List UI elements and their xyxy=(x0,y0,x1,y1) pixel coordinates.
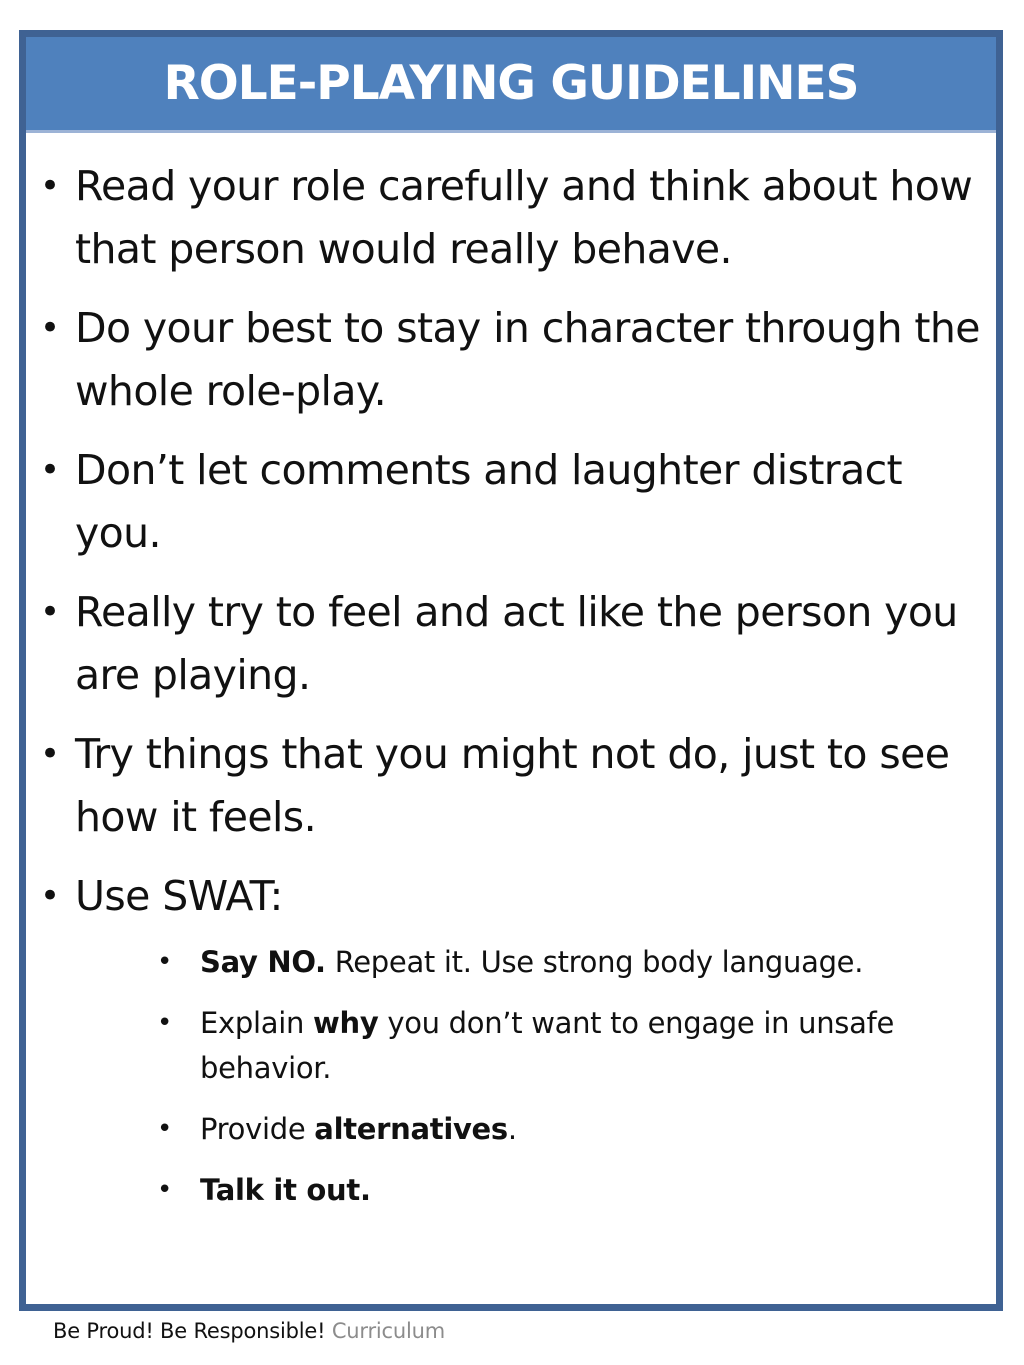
guideline-item-swat xyxy=(26,865,996,1213)
swat-text: Explain xyxy=(200,1006,313,1040)
bullet-icon: • xyxy=(40,166,60,206)
swat-bold-text: alternatives xyxy=(314,1112,508,1146)
guideline-item xyxy=(26,155,996,281)
bullet-icon: • xyxy=(40,308,60,348)
guideline-text: Really try to feel and act like the person you are playing. xyxy=(75,588,958,699)
sub-bullet-icon: • xyxy=(157,1114,173,1144)
slide-content xyxy=(26,155,996,1229)
sub-bullet-icon: • xyxy=(157,1008,173,1038)
guideline-text: Don’t let comments and laughter distract you. xyxy=(75,446,903,557)
swat-text: . xyxy=(507,1112,517,1146)
guidelines-list xyxy=(26,155,996,1213)
bullet-icon: • xyxy=(40,876,60,916)
bullet-icon: • xyxy=(40,450,60,490)
swat-item-alternatives xyxy=(75,1107,986,1152)
footer-main-text: Be Proud! Be Responsible! xyxy=(53,1319,332,1343)
footer-muted-text: Curriculum xyxy=(331,1319,445,1343)
swat-item-talk-it-out xyxy=(75,1168,986,1213)
guideline-item xyxy=(26,723,996,849)
swat-list xyxy=(75,940,986,1213)
swat-text: Provide xyxy=(200,1112,315,1146)
guideline-text: Do your best to stay in character through the whole role-play. xyxy=(75,304,980,415)
swat-item-explain xyxy=(75,1001,986,1091)
sub-bullet-icon: • xyxy=(157,947,173,977)
slide-frame xyxy=(19,30,1003,1311)
bullet-icon: • xyxy=(40,734,60,774)
slide-title: ROLE-PLAYING GUIDELINES xyxy=(163,56,859,111)
swat-bold-text: Say NO. xyxy=(200,945,326,979)
guideline-item xyxy=(26,439,996,565)
sub-bullet-icon: • xyxy=(157,1175,173,1205)
footer-credit xyxy=(53,1317,445,1345)
swat-bold-text: Talk it out. xyxy=(200,1173,371,1207)
bullet-icon: • xyxy=(40,592,60,632)
swat-bold-text: why xyxy=(312,1006,379,1040)
guideline-text: Use SWAT: xyxy=(75,872,283,920)
swat-text: you don’t want to engage in unsafe behavior. xyxy=(200,1006,895,1085)
guideline-text: Try things that you might not do, just to see how it feels. xyxy=(75,730,950,841)
swat-item-say-no xyxy=(75,940,986,985)
guideline-item xyxy=(26,581,996,707)
title-bar xyxy=(26,37,996,133)
guideline-text: Read your role carefully and think about how that person would really behave. xyxy=(75,162,973,273)
swat-text: Repeat it. Use strong body language. xyxy=(325,945,864,979)
guideline-item xyxy=(26,297,996,423)
